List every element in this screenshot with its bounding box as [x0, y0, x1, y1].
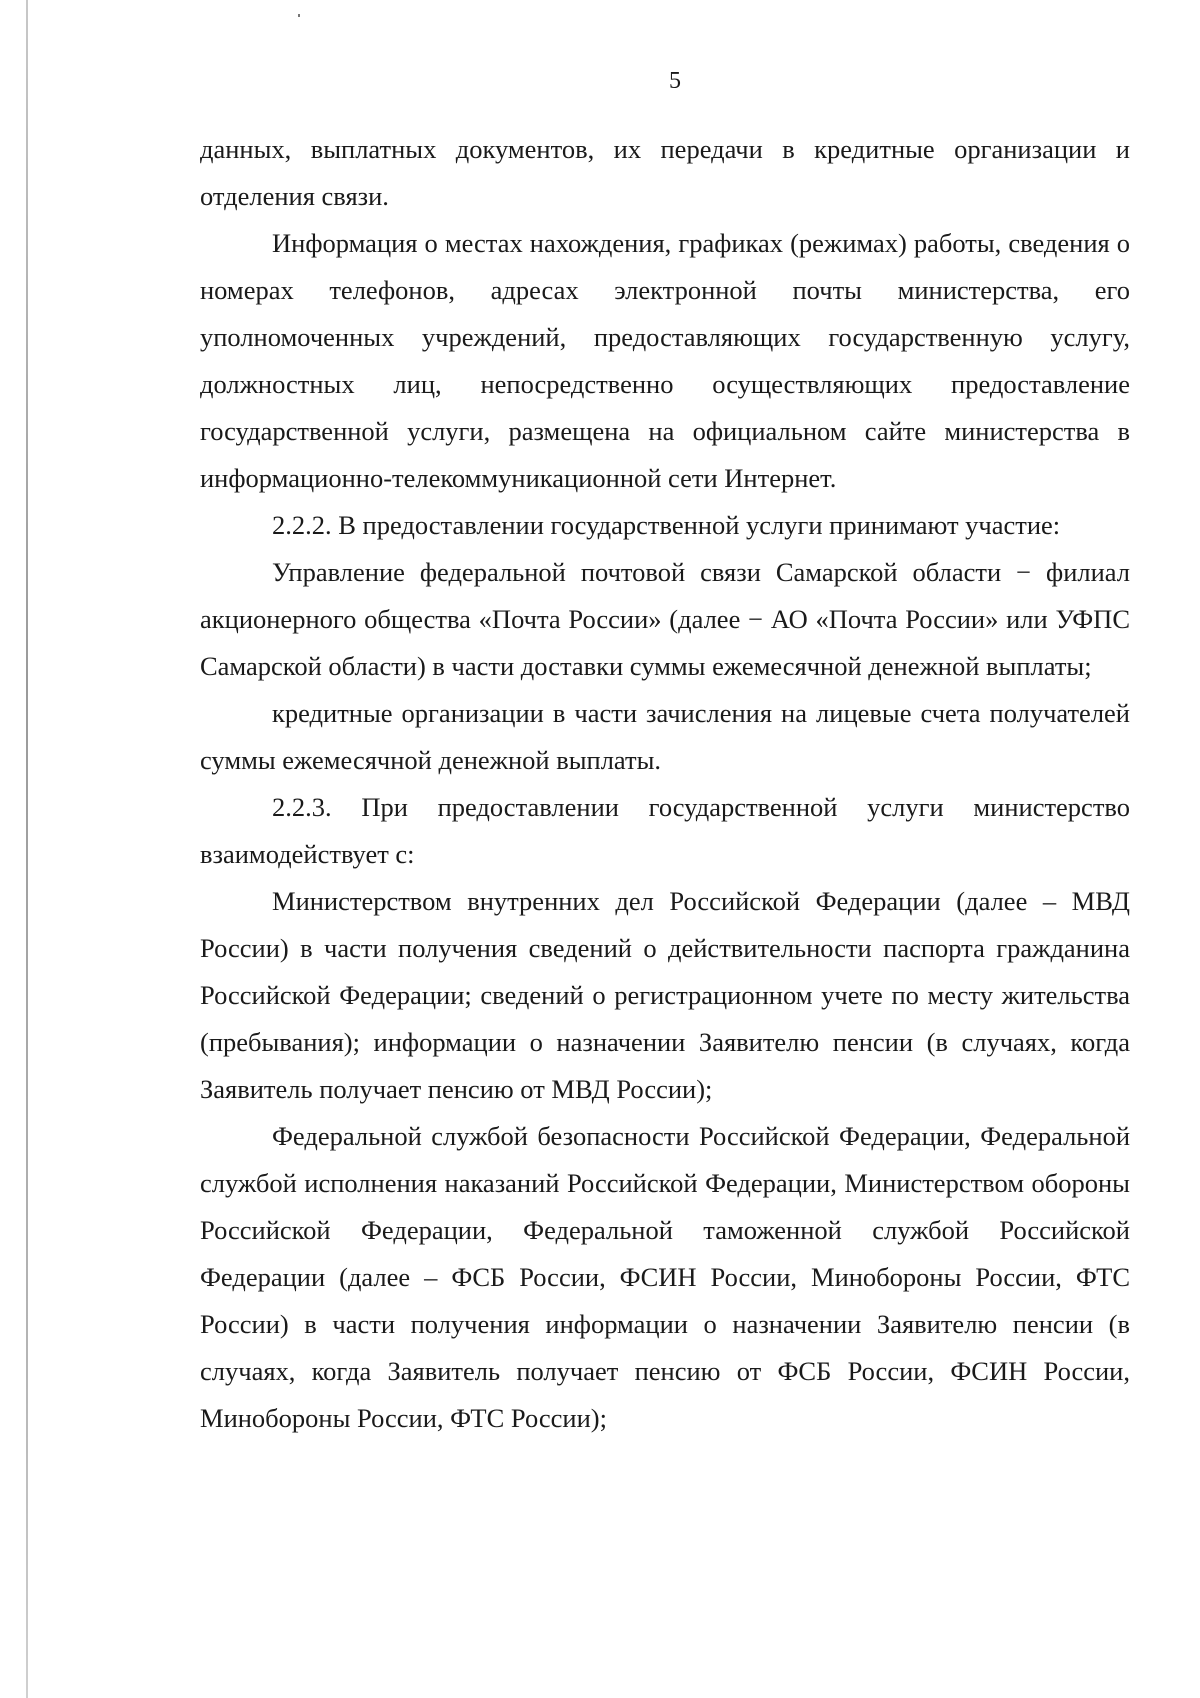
scan-speck: [298, 14, 300, 17]
paragraph-2-2-3: 2.2.3. При предоставлении государственной услуги министерство взаимодействует с:: [200, 792, 1130, 869]
paragraph-ufps: Управление федеральной почтовой связи Самарской области − филиал акционерного общества «Почта России» (далее − АО «Почта России» или УФПС Самарской области) в части доставки суммы ежемесячной денежной выплаты;: [200, 557, 1130, 681]
document-body: [200, 126, 1130, 1442]
paragraph-continuation: данных, выплатных документов, их передачи в кредитные организации и отделения связи.: [200, 134, 1130, 211]
scan-edge-shadow: [26, 0, 28, 1698]
page-number: 5: [669, 68, 681, 94]
paragraph-info-locations: Информация о местах нахождения, графиках (режимах) работы, сведения о номерах телефонов, адресах электронной почты министерства, его уполномоченных учреждений, предоставляющих государственную услугу, должностных лиц, непосредственно осуществляющих предоставление государственной услуги, размещена на официальном сайте министерства в информационно-телекоммуникационной сети Интернет.: [200, 228, 1130, 493]
paragraph-mvd: Министерством внутренних дел Российской Федерации (далее – МВД России) в части получения сведений о действительности паспорта гражданина Российской Федерации; сведений о регистрационном учете по месту жительства (пребывания); информации о назначении Заявителю пенсии (в случаях, когда Заявитель получает пенсию от МВД России);: [200, 886, 1130, 1104]
paragraph-2-2-2: 2.2.2. В предоставлении государственной услуги принимают участие:: [272, 510, 1061, 540]
paragraph-fsb-fsin: Федеральной службой безопасности Российской Федерации, Федеральной службой исполнения наказаний Российской Федерации, Министерством обороны Российской Федерации, Федеральной таможенной службой Российской Федерации (далее – ФСБ России, ФСИН России, Минобороны России, ФТС России) в части получения информации о назначении Заявителю пенсии (в случаях, когда Заявитель получает пенсию от ФСБ России, ФСИН России, Минобороны России, ФТС России);: [200, 1121, 1130, 1433]
paragraph-credit-orgs: кредитные организации в части зачисления на лицевые счета получателей суммы ежемесячной денежной выплаты.: [200, 698, 1130, 775]
